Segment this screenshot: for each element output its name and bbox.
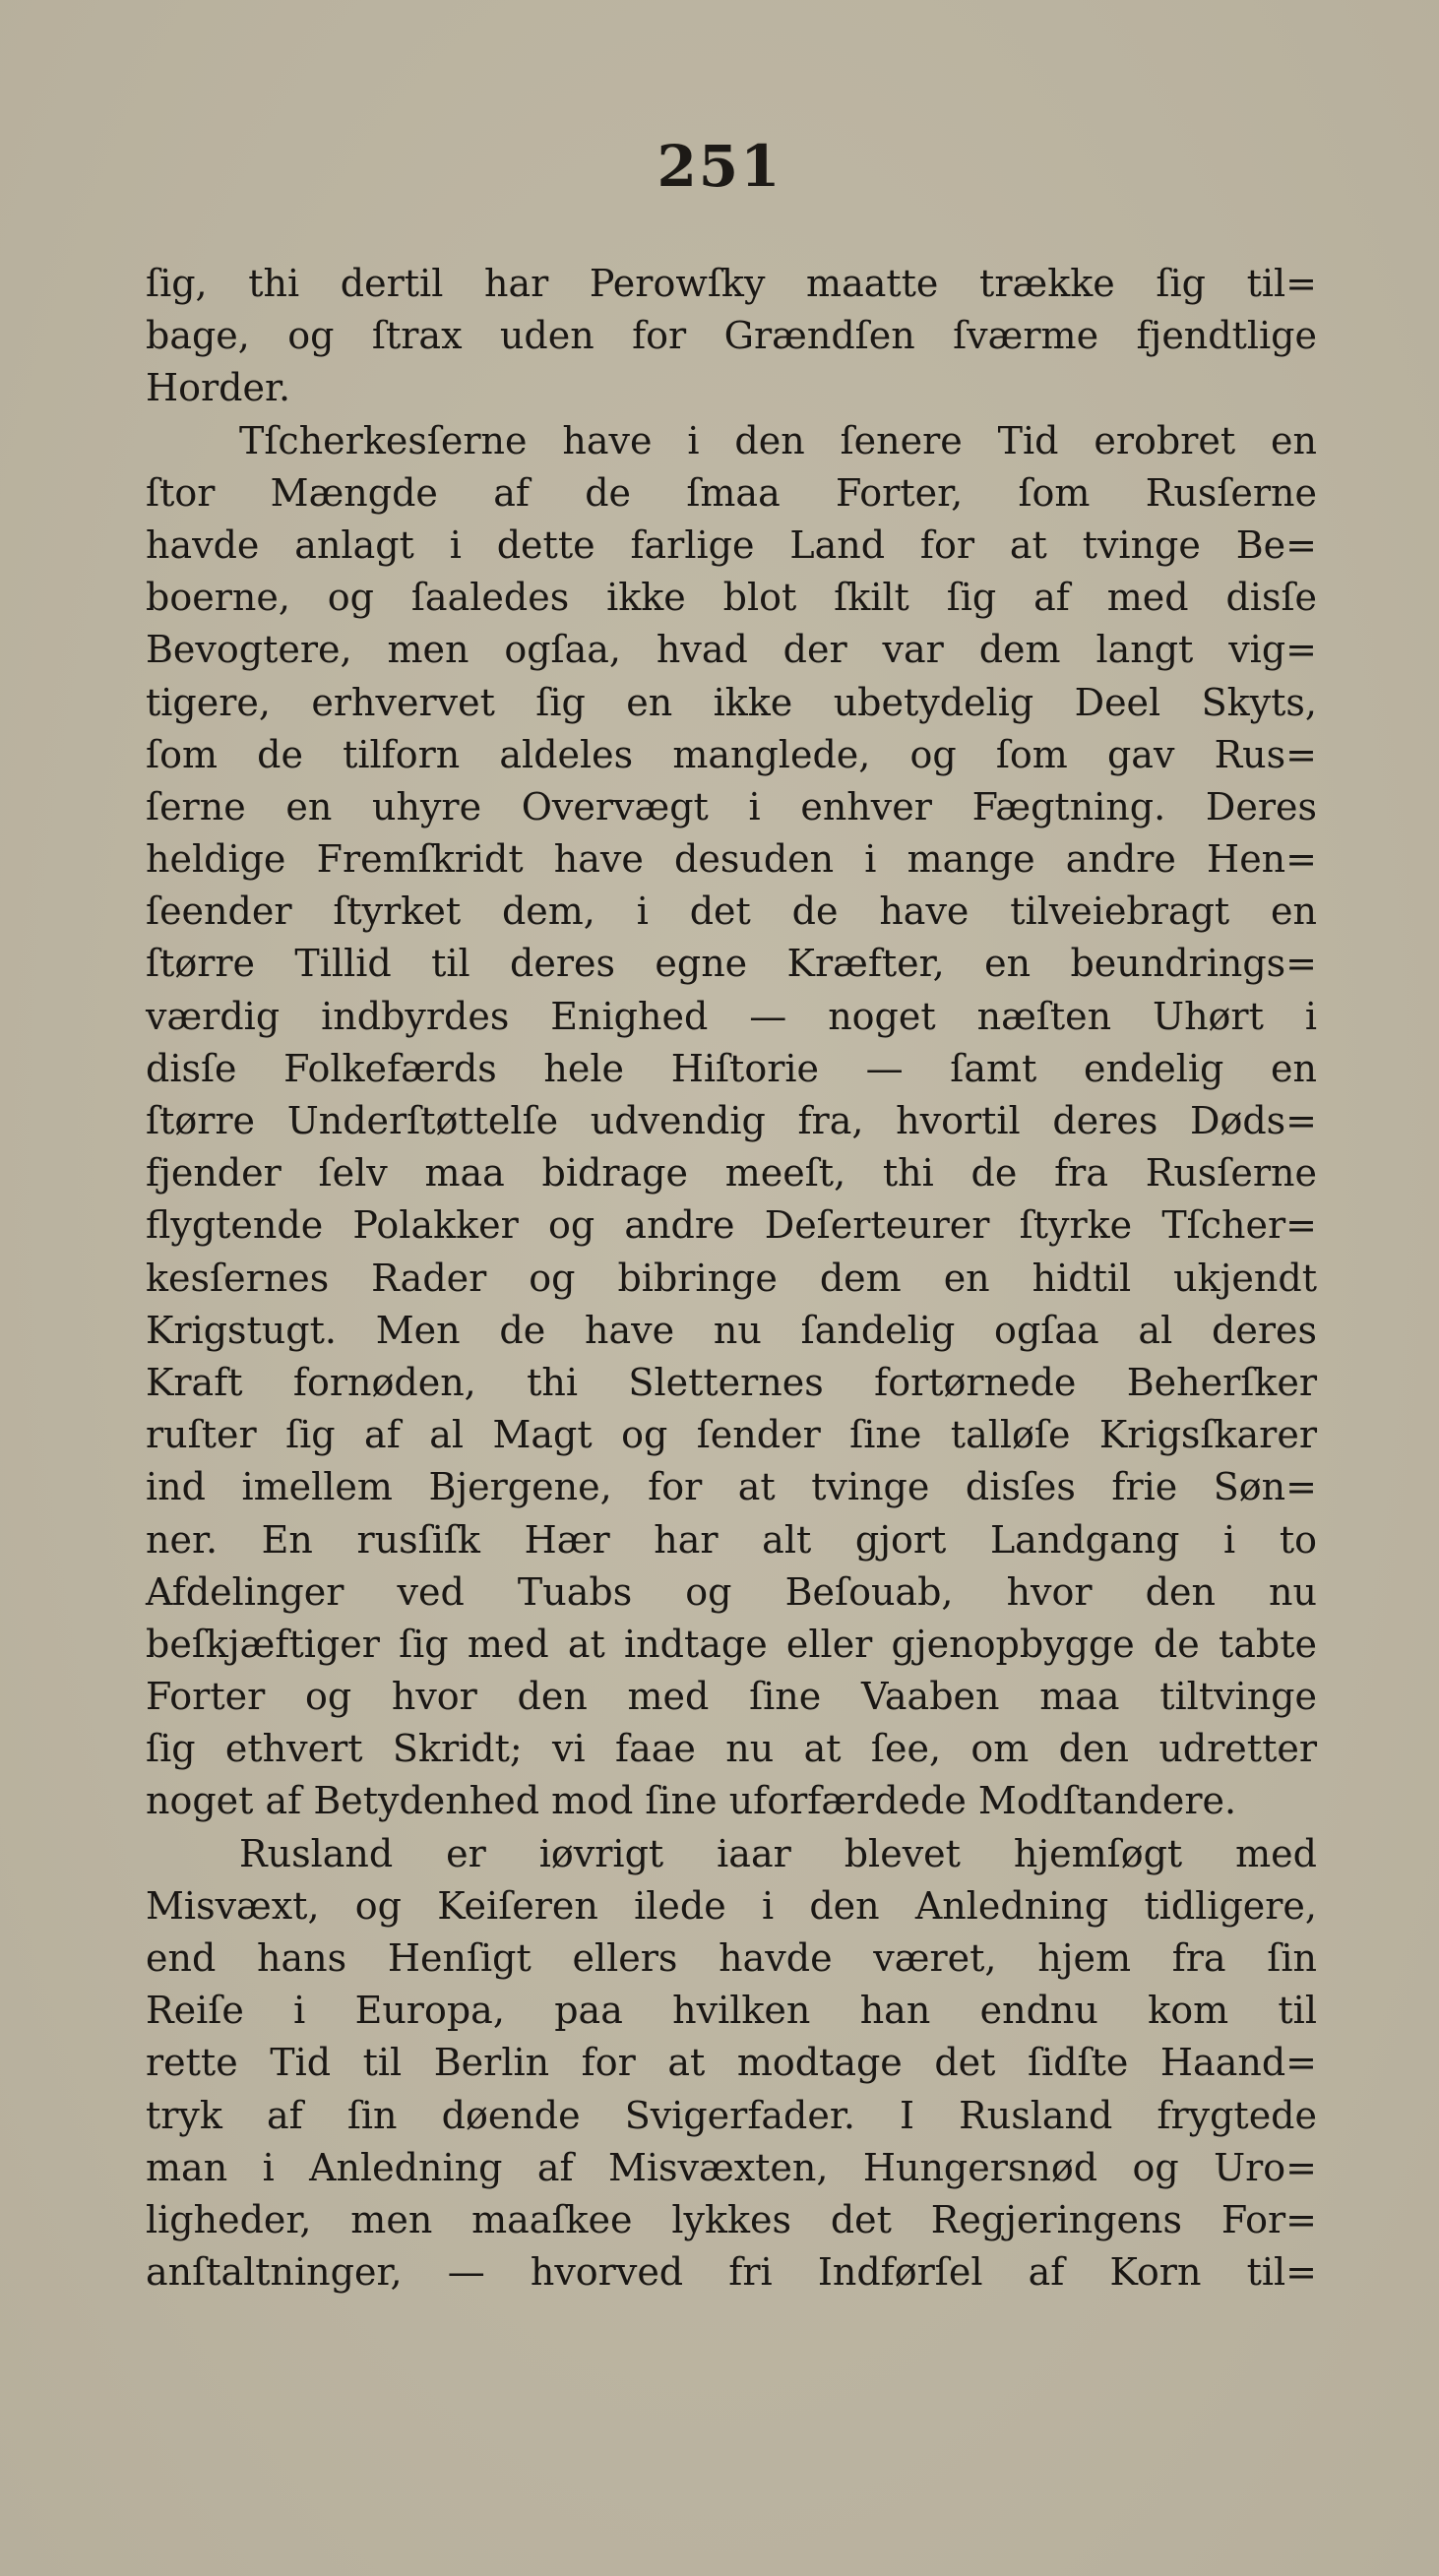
text-line: man i Anledning af Misvæxten, Hungersnød og Uro=	[146, 2145, 1317, 2189]
text-line: ſeender ſtyrket dem, i det de have tilveiebragt en	[146, 889, 1317, 934]
text-line: beſkjæftiger ſig med at indtage eller gjenopbygge de tabte	[146, 1622, 1317, 1666]
text-line: ner. En rusſiſk Hær har alt gjort Landgang i to	[146, 1517, 1317, 1562]
text-line: Kraft fornøden, thi Sletternes fortørnede Beherſker	[146, 1360, 1317, 1404]
text-line: rette Tid til Berlin for at modtage det ſidſte Haand=	[146, 2041, 1317, 2085]
text-line: kesſernes Rader og bibringe dem en hidtil ukjendt	[146, 1256, 1317, 1300]
body-text	[146, 258, 1317, 2299]
paragraph-start-line: Tſcherkesſerne have i den ſenere Tid erobret en	[239, 418, 1317, 462]
text-line: ſtor Mængde af de ſmaa Forter, ſom Rusſerne	[146, 470, 1317, 515]
text-line: ind imellem Bjergene, for at tvinge disſes frie Søn=	[146, 1465, 1317, 1509]
text-line: flygtende Polakker og andre Deſerteurer ſtyrke Tſcher=	[146, 1203, 1317, 1248]
text-line: ſtørre Underſtøttelſe udvendig fra, hvortil deres Døds=	[146, 1099, 1317, 1142]
text-line: ſtørre Tillid til deres egne Kræfter, en beundrings=	[146, 942, 1317, 986]
text-line: Afdelinger ved Tuabs og Beſouab, hvor den nu	[146, 1569, 1317, 1614]
text-line: tryk af ſin døende Svigerfader. I Rusland frygtede	[146, 2093, 1317, 2137]
text-line: tigere, erhvervet ſig en ikke ubetydelig Deel Skyts,	[146, 680, 1317, 724]
text-line: Misvæxt, og Keiſeren ilede i den Anledning tidligere,	[146, 1883, 1317, 1928]
page-number: 251	[657, 133, 782, 200]
paragraph-start-line: Rusland er iøvrigt iaar blevet hjemſøgt med	[239, 1831, 1317, 1875]
text-line: boerne, og ſaaledes ikke blot ſkilt ſig af med disſe	[146, 576, 1317, 620]
text-line: disſe Folkefærds hele Hiſtorie — ſamt endelig en	[146, 1046, 1317, 1090]
text-line: havde anlagt i dette farlige Land for at tvinge Be=	[146, 522, 1317, 567]
text-line: ligheder, men maaſkee lykkes det Regjeringens For=	[146, 2197, 1317, 2241]
text-line: noget af Betydenhed mod ſine uforfærdede Modſtandere.	[146, 1779, 1237, 1823]
text-line: Forter og hvor den med ſine Vaaben maa tiltvinge	[146, 1675, 1317, 1719]
text-line: ſig ethvert Skridt; vi faae nu at ſee, om den udretter	[146, 1727, 1317, 1771]
text-line: Krigstugt. Men de have nu ſandelig ogſaa al deres	[146, 1308, 1317, 1352]
text-line: bage, og ſtrax uden for Grændſen ſværme fjendtlige	[146, 314, 1317, 358]
text-line: heldige Fremſkridt have desuden i mange andre Hen=	[146, 837, 1317, 882]
text-line: Horder.	[146, 366, 291, 410]
text-line: end hans Henſigt ellers havde været, hjem fra ſin	[146, 1936, 1317, 1980]
text-line: anſtaltninger, — hvorved fri Indførſel af Korn til=	[146, 2250, 1317, 2295]
text-line: Reiſe i Europa, paa hvilken han endnu kom til	[146, 1989, 1317, 2033]
text-line: ruſter ſig af al Magt og ſender ſine talløſe Krigsſkarer	[146, 1413, 1317, 1457]
text-line: ſig, thi dertil har Perowſky maatte trække ſig til=	[146, 262, 1317, 305]
text-line: ſerne en uhyre Overvægt i enhver Fægtning. Deres	[146, 784, 1317, 828]
text-line: værdig indbyrdes Enighed — noget næſten Uhørt i	[146, 994, 1317, 1038]
text-line: ſom de tilforn aldeles manglede, og ſom gav Rus=	[146, 732, 1317, 776]
text-line: Bevogtere, men ogſaa, hvad der var dem langt vig=	[146, 628, 1317, 672]
text-line: fjender ſelv maa bidrage meeſt, thi de fra Rusſerne	[146, 1151, 1317, 1196]
